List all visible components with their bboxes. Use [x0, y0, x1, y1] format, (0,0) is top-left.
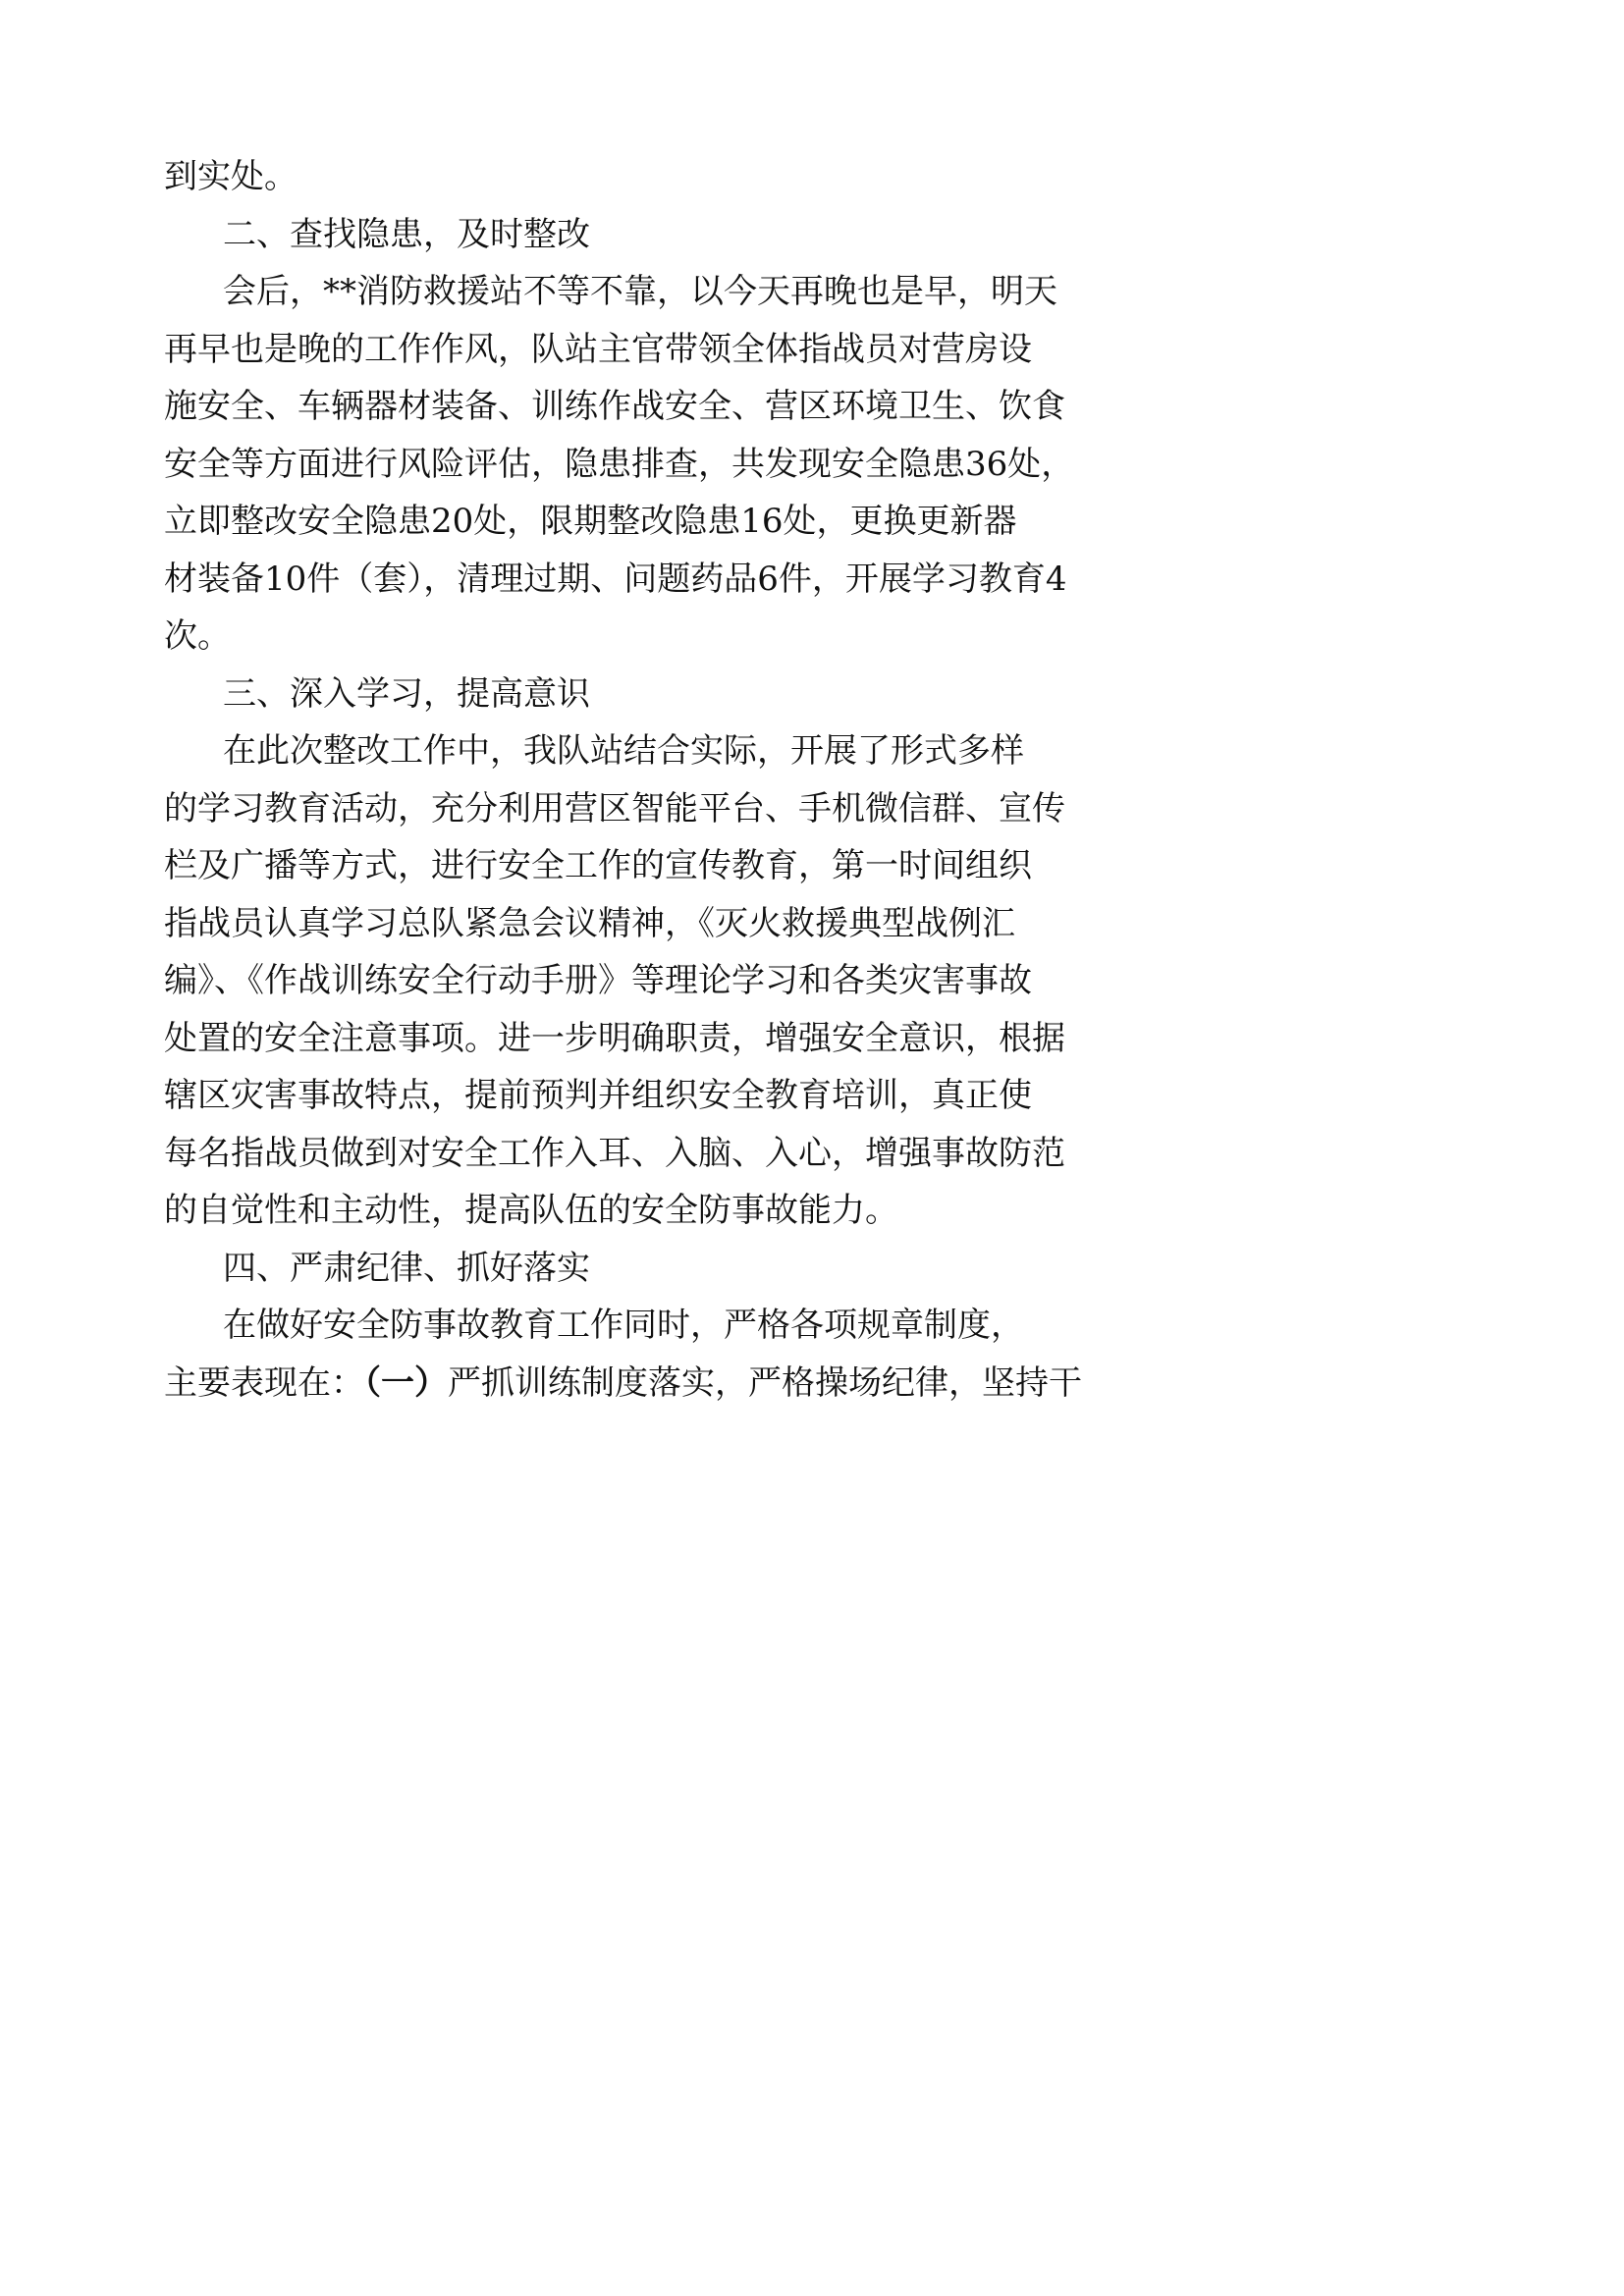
paragraph-line: 指战员认真学习总队紧急会议精神，《灭火救援典型战例汇	[164, 903, 1015, 943]
paragraph-line: 会后，**消防救援站不等不靠，以今天再晚也是早，明天	[223, 272, 1057, 311]
paragraph-line: 辖区灾害事故特点，提前预判并组织安全教育培训，真正使	[164, 1076, 1032, 1115]
paragraph-line: 在做好安全防事故教育工作同时，严格各项规章制度，	[223, 1306, 1024, 1345]
paragraph-line: 材装备10件（套），清理过期、问题药品6件，开展学习教育4	[164, 559, 1067, 599]
document-body	[164, 148, 1082, 1412]
paragraph-line: 安全等方面进行风险评估，隐患排查，共发现安全隐患36处，	[164, 444, 1075, 484]
paragraph-line: 在此次整改工作中，我队站结合实际，开展了形式多样	[223, 731, 1024, 771]
section-heading-3: 三、深入学习，提高意识	[223, 673, 590, 714]
paragraph-line: 每名指战员做到对安全工作入耳、入脑、入心，增强事故防范	[164, 1133, 1065, 1173]
paragraph-line: 立即整改安全隐患20处，限期整改隐患16处，更换更新器	[164, 502, 1017, 541]
last-line-suffix: 严抓训练制度落实，严格操场纪律，坚持干	[448, 1362, 1082, 1403]
section-heading-4: 四、严肃纪律、抓好落实	[223, 1248, 590, 1288]
paragraph-line: 的学习教育活动，充分利用营区智能平台、手机微信群、宣传	[164, 788, 1065, 828]
paragraph-line: 处置的安全注意事项。进一步明确职责，增强安全意识，根据	[164, 1018, 1065, 1058]
paragraph-line: 的自觉性和主动性，提高队伍的安全防事故能力。	[164, 1191, 898, 1230]
paragraph-line: 次。	[164, 616, 231, 656]
section-heading-2: 二、查找隐患，及时整改	[223, 214, 590, 254]
paragraph-line: 再早也是晚的工作作风，队站主官带领全体指战员对营房设	[164, 329, 1032, 369]
paragraph-line-last	[164, 1355, 1082, 1413]
last-line-bold-marker: （一）	[364, 1362, 448, 1403]
paragraph-line: 到实处。	[164, 157, 298, 196]
paragraph-line: 编》、《作战训练安全行动手册》等理论学习和各类灾害事故	[164, 961, 1032, 1000]
paragraph-line: 栏及广播等方式，进行安全工作的宣传教育，第一时间组织	[164, 846, 1032, 885]
document-page	[0, 0, 1084, 1532]
paragraph-line: 施安全、车辆器材装备、训练作战安全、营区环境卫生、饮食	[164, 387, 1065, 426]
last-line-prefix: 主要表现在：	[164, 1362, 364, 1403]
